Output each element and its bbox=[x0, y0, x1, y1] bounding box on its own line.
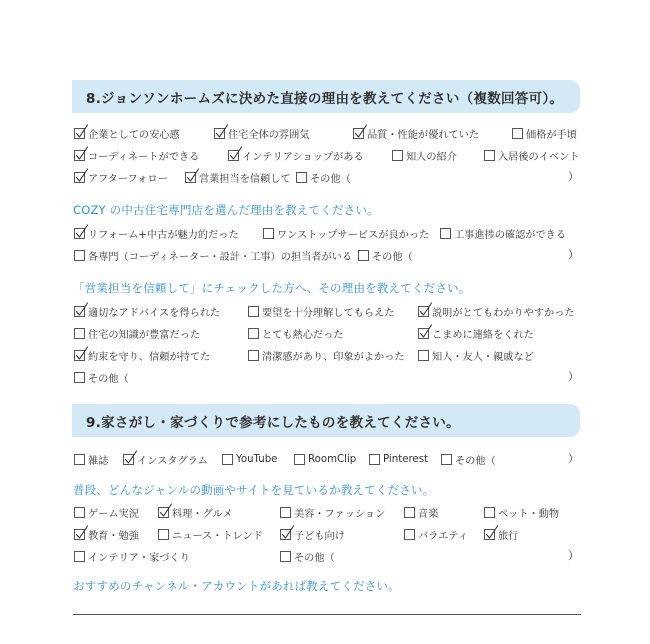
option-pinterest[interactable]: Pinterest bbox=[369, 452, 428, 466]
option-other[interactable]: その他（ bbox=[296, 170, 351, 184]
option-pet[interactable]: ペット・動物 bbox=[484, 505, 559, 519]
checkmark-icon bbox=[419, 302, 433, 317]
checkmark-icon bbox=[215, 124, 229, 139]
option-roomclip[interactable]: RoomClip bbox=[294, 452, 356, 466]
option-biyou[interactable]: 美容・ファッション bbox=[280, 505, 385, 519]
option-chijin-yujin[interactable]: 知人・友人・親戚など bbox=[418, 348, 534, 362]
option-youbou[interactable]: 要望を十分理解してもらえた bbox=[248, 304, 394, 318]
option-other[interactable]: その他（ bbox=[441, 452, 496, 466]
q9-sub1-title: 普段、どんなジャンルの動画やサイトを見ているか教えてください。 bbox=[73, 483, 435, 497]
checkbox[interactable] bbox=[74, 454, 85, 465]
checkbox[interactable] bbox=[418, 350, 429, 361]
option-koji-shinchoku[interactable]: 工事進捗の確認ができる bbox=[440, 226, 566, 240]
checkmark-icon bbox=[75, 302, 89, 317]
checkbox[interactable] bbox=[484, 529, 495, 540]
option-ongaku[interactable]: 音楽 bbox=[404, 505, 438, 519]
checkbox[interactable] bbox=[74, 328, 85, 339]
checkbox[interactable] bbox=[353, 128, 364, 139]
checkbox[interactable] bbox=[222, 454, 233, 465]
checkbox[interactable] bbox=[74, 551, 85, 562]
option-instagram[interactable]: インスタグラム bbox=[123, 452, 208, 466]
checkmark-icon bbox=[281, 525, 295, 540]
option-news[interactable]: ニュース・トレンド bbox=[158, 527, 263, 541]
checkbox[interactable] bbox=[358, 250, 369, 261]
checkbox[interactable] bbox=[74, 228, 85, 239]
option-chijin[interactable]: 知人の紹介 bbox=[392, 148, 457, 162]
option-setsumei[interactable]: 説明がとてもわかりやすかった bbox=[418, 304, 575, 318]
checkbox[interactable] bbox=[418, 328, 429, 339]
close-paren: ） bbox=[568, 452, 579, 465]
option-juutaku-fun[interactable]: 住宅全体の雰囲気 bbox=[214, 126, 310, 140]
option-hinshitsu[interactable]: 品質・性能が優れていた bbox=[353, 126, 479, 140]
checkbox[interactable] bbox=[74, 250, 85, 261]
checkbox[interactable] bbox=[280, 507, 291, 518]
option-advice[interactable]: 適切なアドバイスを得られた bbox=[74, 304, 220, 318]
checkbox[interactable] bbox=[484, 507, 495, 518]
checkmark-icon bbox=[75, 146, 89, 161]
checkmark-icon bbox=[75, 346, 89, 361]
checkbox[interactable] bbox=[280, 529, 291, 540]
checkmark-icon bbox=[229, 146, 243, 161]
checkmark-icon bbox=[124, 450, 138, 465]
option-reform-chuko[interactable]: リフォーム+中古が魅力的だった bbox=[74, 226, 239, 240]
answer-line[interactable] bbox=[73, 614, 581, 615]
close-paren: ） bbox=[568, 370, 579, 383]
option-yakusoku[interactable]: 約束を守り、信頼が持てた bbox=[74, 348, 210, 362]
option-other[interactable]: その他（ bbox=[358, 248, 413, 262]
checkbox[interactable] bbox=[74, 150, 85, 161]
option-game[interactable]: ゲーム実況 bbox=[74, 505, 139, 519]
checkbox[interactable] bbox=[74, 306, 85, 317]
option-renraku[interactable]: こまめに連絡をくれた bbox=[418, 326, 534, 340]
checkmark-icon bbox=[186, 168, 200, 183]
close-paren: ） bbox=[568, 248, 579, 261]
option-kyouiku[interactable]: 教育・勉強 bbox=[74, 527, 139, 541]
checkbox[interactable] bbox=[74, 172, 85, 183]
checkbox[interactable] bbox=[440, 228, 451, 239]
option-kodomo[interactable]: 子ども向け bbox=[280, 527, 345, 541]
checkmark-icon bbox=[419, 324, 433, 339]
checkbox[interactable] bbox=[74, 372, 85, 383]
option-nesshin[interactable]: とても熱心だった bbox=[248, 326, 344, 340]
q8-header-band bbox=[72, 80, 580, 113]
option-senmon-tanto[interactable]: 各専門（コーディネーター・設計・工事）の担当者がいる bbox=[74, 248, 352, 262]
option-event[interactable]: 入居後のイベント bbox=[484, 148, 580, 162]
checkbox[interactable] bbox=[74, 529, 85, 540]
checkbox[interactable] bbox=[74, 128, 85, 139]
checkbox[interactable] bbox=[369, 454, 380, 465]
checkmark-icon bbox=[75, 168, 89, 183]
checkbox[interactable] bbox=[158, 507, 169, 518]
option-one-stop[interactable]: ワンストップサービスが良かった bbox=[263, 226, 429, 240]
option-youtube[interactable]: YouTube bbox=[222, 452, 277, 466]
q8-header-text: 8.ジョンソンホームズに決めた直接の理由を教えてください（複数回答可）。 bbox=[86, 90, 564, 107]
checkbox[interactable] bbox=[123, 454, 134, 465]
option-kakaku[interactable]: 価格が手頃 bbox=[512, 126, 577, 140]
option-chishiki[interactable]: 住宅の知識が豊富だった bbox=[74, 326, 200, 340]
close-paren: ） bbox=[568, 170, 579, 183]
option-seiketsu[interactable]: 清潔感があり、印象がよかった bbox=[248, 348, 405, 362]
q8-sub2-title: 「営業担当を信頼して」にチェックした方へ、その理由を教えてください。 bbox=[73, 281, 471, 295]
checkmark-icon bbox=[75, 224, 89, 239]
checkbox[interactable] bbox=[512, 128, 523, 139]
q8-sub1-title: COZY の中古住宅専門店を選んだ理由を教えてください。 bbox=[73, 203, 379, 217]
option-interior[interactable]: インテリア・家づくり bbox=[74, 549, 190, 563]
checkbox[interactable] bbox=[185, 172, 196, 183]
checkbox[interactable] bbox=[484, 150, 495, 161]
option-interior-shop[interactable]: インテリアショップがある bbox=[228, 148, 364, 162]
checkmark-icon bbox=[159, 503, 173, 518]
option-eigyo-trust[interactable]: 営業担当を信頼して bbox=[185, 170, 291, 184]
q9-sub2-title: おすすめのチャンネル・アカウントがあれば教えてください。 bbox=[73, 579, 400, 593]
option-ryori[interactable]: 料理・グルメ bbox=[158, 505, 233, 519]
checkbox[interactable] bbox=[248, 306, 259, 317]
checkmark-icon bbox=[354, 124, 368, 139]
checkbox[interactable] bbox=[158, 529, 169, 540]
q9-header-band bbox=[72, 404, 580, 437]
checkbox[interactable] bbox=[294, 454, 305, 465]
option-zasshi[interactable]: 雑誌 bbox=[74, 452, 108, 466]
checkbox[interactable] bbox=[263, 228, 274, 239]
checkmark-icon bbox=[75, 525, 89, 540]
checkmark-icon bbox=[75, 124, 89, 139]
checkbox[interactable] bbox=[74, 350, 85, 361]
checkbox[interactable] bbox=[418, 306, 429, 317]
checkbox[interactable] bbox=[441, 454, 452, 465]
checkmark-icon bbox=[485, 525, 499, 540]
checkbox[interactable] bbox=[404, 529, 415, 540]
option-after-follow[interactable]: アフターフォロー bbox=[74, 170, 168, 184]
q9-header-text: 9.家さがし・家づくりで参考にしたものを教えてください。 bbox=[86, 414, 460, 431]
option-other[interactable]: その他（ bbox=[74, 370, 129, 384]
checkbox[interactable] bbox=[280, 551, 291, 562]
checkbox[interactable] bbox=[296, 172, 307, 183]
checkbox[interactable] bbox=[228, 150, 239, 161]
checkbox[interactable] bbox=[214, 128, 225, 139]
checkbox[interactable] bbox=[404, 507, 415, 518]
option-variety[interactable]: バラエティ bbox=[404, 527, 468, 541]
option-ryokou[interactable]: 旅行 bbox=[484, 527, 518, 541]
option-coordinate[interactable]: コーディネートができる bbox=[74, 148, 199, 162]
checkbox[interactable] bbox=[392, 150, 403, 161]
close-paren: ） bbox=[568, 549, 579, 562]
checkbox[interactable] bbox=[248, 328, 259, 339]
checkbox[interactable] bbox=[248, 350, 259, 361]
checkbox[interactable] bbox=[74, 507, 85, 518]
option-kigyo[interactable]: 企業としての安心感 bbox=[74, 126, 180, 140]
option-other[interactable]: その他（ bbox=[280, 549, 335, 563]
